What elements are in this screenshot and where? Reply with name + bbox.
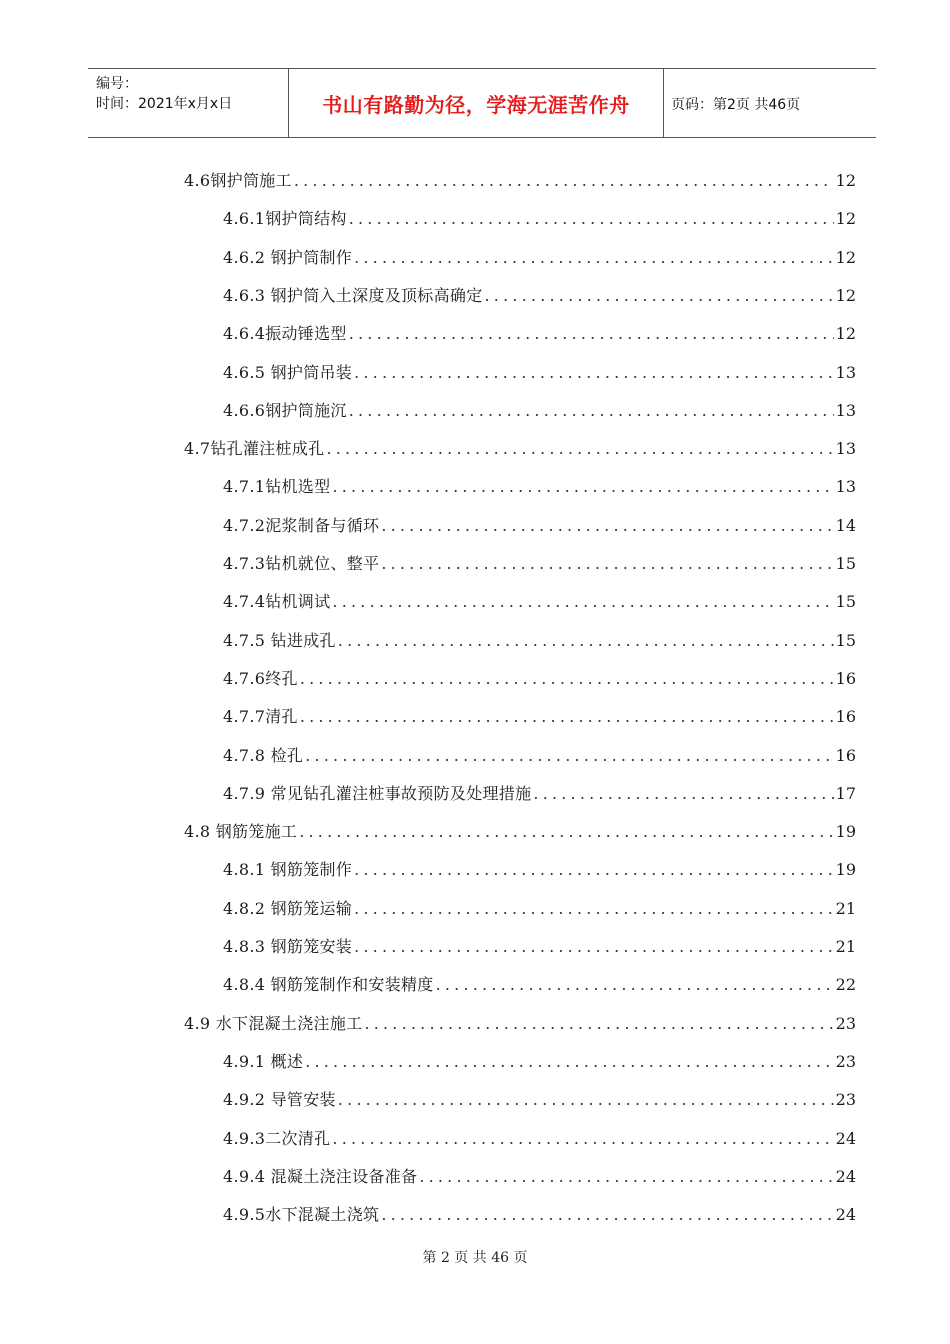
toc-leader-dots bbox=[305, 1050, 833, 1074]
toc-leader-dots bbox=[338, 629, 834, 653]
toc-leader-dots bbox=[354, 246, 834, 270]
toc-entry-label: 4.6钢护筒施工 bbox=[184, 171, 292, 190]
toc-entry-label: 4.7钻孔灌注桩成孔 bbox=[184, 439, 325, 459]
toc-leader-dots bbox=[332, 1127, 833, 1151]
toc-leader-dots bbox=[349, 322, 834, 346]
header-page-info: 页码：第2页 共46页 bbox=[671, 97, 801, 113]
page-footer: 第 2 页 共 46 页 bbox=[422, 1250, 528, 1266]
toc-entry-label: 4.6.6钢护筒施沉 bbox=[223, 400, 347, 420]
toc-entry[interactable] bbox=[223, 552, 856, 576]
toc-leader-dots bbox=[381, 1203, 833, 1227]
toc-leader-dots bbox=[332, 590, 833, 614]
toc-entry-page-number: 21 bbox=[835, 898, 856, 918]
toc-entry-label: 4.6.2 钢护筒制作 bbox=[223, 247, 353, 267]
toc-entry-page-number: 12 bbox=[835, 171, 856, 190]
toc-entry-label: 4.6.3 钢护筒入土深度及顶标高确定 bbox=[223, 285, 483, 305]
toc-entry[interactable] bbox=[223, 514, 856, 538]
toc-leader-dots bbox=[354, 897, 834, 921]
toc-leader-dots bbox=[299, 820, 833, 844]
toc-entry[interactable] bbox=[223, 475, 856, 499]
toc-entry[interactable] bbox=[223, 858, 856, 882]
toc-entry-page-number: 13 bbox=[835, 362, 856, 382]
toc-entry[interactable] bbox=[223, 744, 856, 768]
toc-entry-label: 4.8.4 钢筋笼制作和安装精度 bbox=[223, 975, 434, 995]
header-motto: 书山有路勤为径，学海无涯苦作舟 bbox=[322, 93, 630, 117]
toc-entry-page-number: 14 bbox=[835, 515, 856, 535]
toc-entry-page-number: 13 bbox=[835, 477, 856, 497]
toc-leader-dots bbox=[338, 1088, 834, 1112]
toc-entry[interactable] bbox=[223, 1088, 856, 1112]
toc-entry-label: 4.7.6终孔 bbox=[223, 668, 298, 688]
toc-entry[interactable] bbox=[223, 246, 856, 270]
toc-entry[interactable] bbox=[223, 782, 856, 806]
toc-leader-dots bbox=[419, 1165, 833, 1189]
toc-entry[interactable] bbox=[223, 667, 856, 691]
toc-entry[interactable] bbox=[223, 973, 856, 997]
toc-entry[interactable] bbox=[223, 1127, 856, 1151]
toc-leader-dots bbox=[332, 475, 833, 499]
toc-entry-page-number: 15 bbox=[835, 592, 856, 612]
document-time-label: 时间：2021年x月x日 bbox=[96, 96, 233, 112]
toc-entry-page-number: 15 bbox=[835, 630, 856, 650]
toc-entry-label: 4.8.1 钢筋笼制作 bbox=[223, 860, 353, 880]
toc-entry-label: 4.7.9 常见钻孔灌注桩事故预防及处理措施 bbox=[223, 783, 532, 803]
toc-entry[interactable] bbox=[223, 935, 856, 959]
toc-entry[interactable] bbox=[223, 284, 856, 308]
document-number-label: 编号： bbox=[96, 76, 138, 92]
header-motto-cell bbox=[288, 69, 664, 137]
toc-entry-label: 4.7.7清孔 bbox=[223, 707, 298, 727]
toc-entry-page-number: 12 bbox=[835, 324, 856, 344]
toc-entry[interactable] bbox=[184, 437, 856, 461]
toc-entry-page-number: 23 bbox=[835, 1090, 856, 1110]
toc-entry-label: 4.8.2 钢筋笼运输 bbox=[223, 898, 353, 918]
toc-entry[interactable] bbox=[223, 705, 856, 729]
toc-leader-dots bbox=[381, 552, 833, 576]
toc-entry-label: 4.6.1钢护筒结构 bbox=[223, 209, 347, 229]
toc-entry-page-number: 24 bbox=[835, 1166, 856, 1186]
toc-leader-dots bbox=[485, 284, 834, 308]
toc-entry[interactable] bbox=[184, 820, 856, 844]
toc-entry[interactable] bbox=[184, 169, 856, 193]
toc-entry-page-number: 13 bbox=[835, 400, 856, 420]
toc-entry-page-number: 15 bbox=[835, 554, 856, 573]
toc-entry-page-number: 21 bbox=[835, 937, 856, 956]
toc-leader-dots bbox=[364, 1012, 833, 1036]
toc-entry-label: 4.9 水下混凝土浇注施工 bbox=[184, 1013, 363, 1033]
toc-entry-label: 4.8 钢筋笼施工 bbox=[184, 822, 298, 842]
toc-leader-dots bbox=[294, 169, 834, 193]
toc-entry[interactable] bbox=[223, 1203, 856, 1227]
toc-entry[interactable] bbox=[223, 399, 856, 423]
toc-entry-page-number: 16 bbox=[835, 668, 856, 688]
toc-entry[interactable] bbox=[223, 361, 856, 385]
toc-entry-page-number: 17 bbox=[835, 783, 856, 803]
toc-leader-dots bbox=[533, 782, 833, 806]
document-header bbox=[88, 68, 876, 138]
toc-entry-label: 4.9.2 导管安装 bbox=[223, 1090, 336, 1110]
toc-entry-label: 4.9.5水下混凝土浇筑 bbox=[223, 1205, 380, 1225]
toc-entry-label: 4.6.4振动锤选型 bbox=[223, 324, 347, 344]
toc-entry-label: 4.9.4 混凝土浇注设备准备 bbox=[223, 1166, 418, 1186]
toc-entry[interactable] bbox=[223, 207, 856, 231]
toc-entry[interactable] bbox=[223, 1050, 856, 1074]
toc-entry-label: 4.9.3二次清孔 bbox=[223, 1128, 331, 1148]
toc-entry[interactable] bbox=[223, 590, 856, 614]
toc-leader-dots bbox=[300, 667, 834, 691]
toc-entry-page-number: 19 bbox=[835, 860, 856, 880]
toc-entry-page-number: 19 bbox=[835, 822, 856, 842]
toc-entry-label: 4.7.2泥浆制备与循环 bbox=[223, 515, 380, 535]
toc-entry-page-number: 16 bbox=[835, 707, 856, 727]
toc-entry[interactable] bbox=[184, 1012, 856, 1036]
toc-entry-page-number: 12 bbox=[835, 247, 856, 267]
toc-entry-label: 4.7.1钻机选型 bbox=[223, 477, 331, 497]
toc-entry-label: 4.9.1 概述 bbox=[223, 1051, 304, 1071]
header-meta-cell bbox=[88, 69, 288, 137]
toc-entry-page-number: 24 bbox=[835, 1128, 856, 1148]
toc-entry-page-number: 22 bbox=[835, 975, 856, 995]
toc-leader-dots bbox=[354, 935, 834, 959]
toc-entry[interactable] bbox=[223, 629, 856, 653]
toc-entry[interactable] bbox=[223, 322, 856, 346]
toc-leader-dots bbox=[436, 973, 834, 997]
toc-entry-label: 4.6.5 钢护筒吊装 bbox=[223, 362, 353, 382]
toc-leader-dots bbox=[349, 207, 834, 231]
toc-entry-label: 4.7.4钻机调试 bbox=[223, 592, 331, 612]
toc-leader-dots bbox=[305, 744, 833, 768]
toc-entry-page-number: 23 bbox=[835, 1013, 856, 1033]
toc-leader-dots bbox=[354, 361, 834, 385]
toc-entry-page-number: 12 bbox=[835, 285, 856, 305]
toc-entry-page-number: 12 bbox=[835, 209, 856, 229]
toc-entry-label: 4.7.5 钻进成孔 bbox=[223, 630, 336, 650]
toc-leader-dots bbox=[300, 705, 834, 729]
toc-entry-label: 4.8.3 钢筋笼安装 bbox=[223, 937, 353, 956]
toc-entry-page-number: 23 bbox=[835, 1051, 856, 1071]
toc-leader-dots bbox=[381, 514, 833, 538]
toc-leader-dots bbox=[326, 437, 833, 461]
toc-entry[interactable] bbox=[223, 897, 856, 921]
toc-entry[interactable] bbox=[223, 1165, 856, 1189]
toc-entry-page-number: 16 bbox=[835, 745, 856, 765]
toc-entry-label: 4.7.8 检孔 bbox=[223, 745, 304, 765]
toc-leader-dots bbox=[354, 858, 834, 882]
toc-entry-page-number: 24 bbox=[835, 1205, 856, 1225]
toc-entry-page-number: 13 bbox=[835, 439, 856, 459]
toc-leader-dots bbox=[349, 399, 834, 423]
toc-entry-label: 4.7.3钻机就位、整平 bbox=[223, 554, 380, 573]
header-page-cell bbox=[663, 69, 876, 137]
